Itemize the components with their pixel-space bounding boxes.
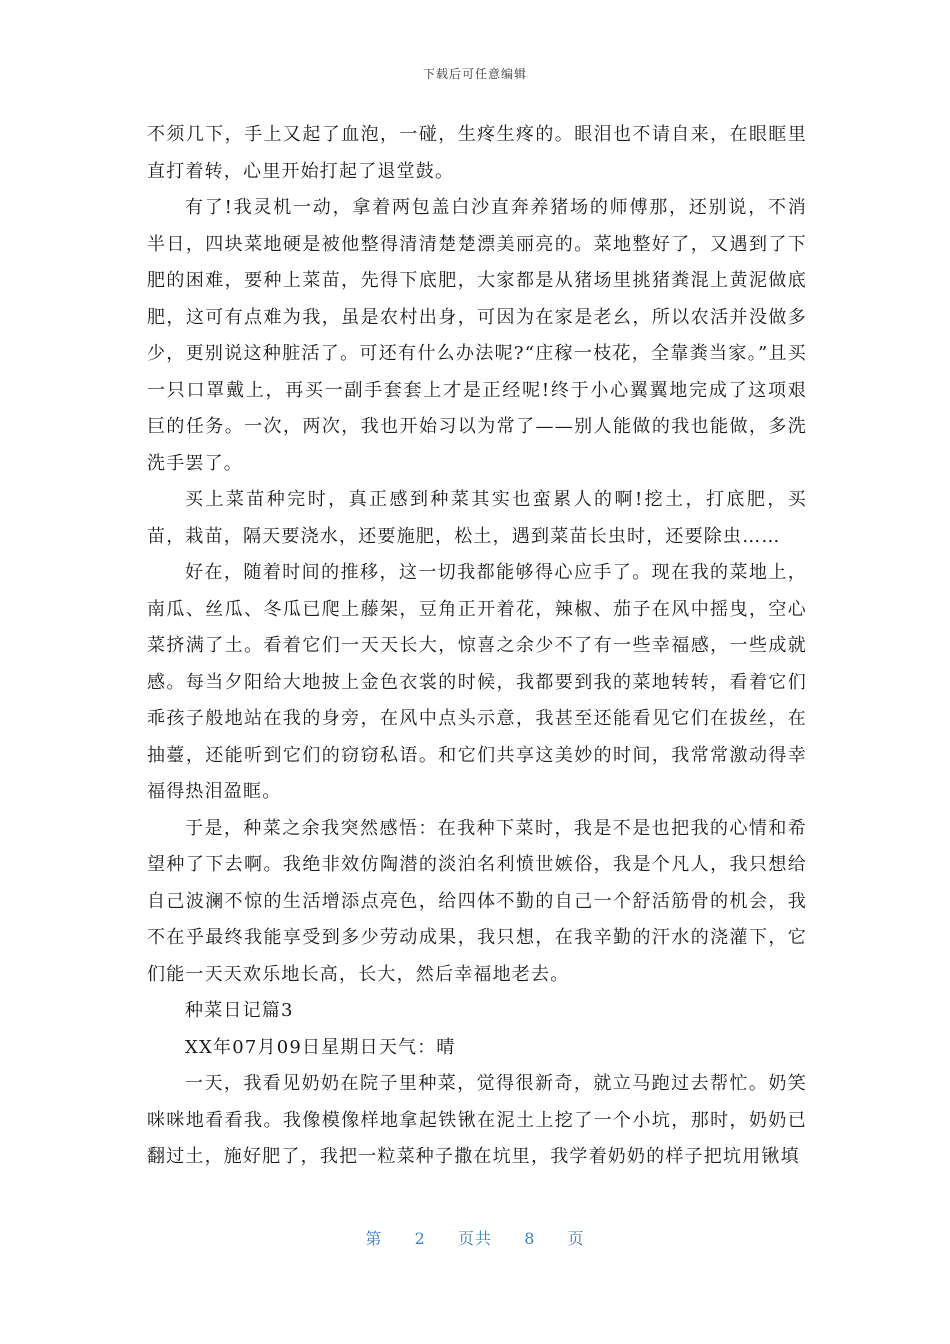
diary-date-line: XX年07月09日星期日天气：晴 (185, 1036, 456, 1058)
document-body (147, 117, 807, 1176)
paragraph-3: 买上菜苗种完时，真正感到种菜其实也蛮累人的啊!挖土，打底肥，买苗，栽苗，隔天要浇水，还要施肥，松土，遇到菜苗长虫时，还要除虫…… (147, 489, 807, 547)
paragraph-1: 不须几下，手上又起了血泡，一碰，生疼生疼的。眼泪也不请自来，在眼眶里直打着转，心里开始打起了退堂鼓。 (147, 124, 807, 182)
paragraph-4: 好在，随着时间的推移，这一切我都能够得心应手了。现在我的菜地上，南瓜、丝瓜、冬瓜已爬上藤架，豆角正开着花，辣椒、茄子在风中摇曳，空心菜挤满了土。看着它们一天天长大，惊喜之余少不了有一些幸福感，一些成就感。每当夕阳给大地披上金色衣裳的时候，我都要到我的菜地转转，看着它们乖孩子般地站在我的身旁，在风中点头示意，我甚至还能看见它们在拔丝，在抽薹，还能听到它们的窃窃私语。和它们共享这美妙的时间，我常常激动得幸福得热泪盈眶。 (147, 562, 807, 802)
paragraph-2: 有了!我灵机一动，拿着两包盖白沙直奔养猪场的师傅那，还别说，不消半日，四块菜地硬是被他整得清清楚楚漂美丽亮的。菜地整好了，又遇到了下肥的困难，要种上菜苗，先得下底肥，大家都是从猪场里挑猪粪混上黄泥做底肥，这可有点难为我，虽是农村出身，可因为在家是老幺，所以农活并没做多少，更别说这种脏活了。可还有什么办法呢?“庄稼一枝花，全靠粪当家。”且买一只口罩戴上，再买一副手套套上才是正经呢!终于小心翼翼地完成了这项艰巨的任务。一次，两次，我也开始习以为常了——别人能做的我也能做，多洗洗手罢了。 (147, 197, 807, 474)
page-footer (0, 1229, 950, 1249)
footer-of-word: 页共 (457, 1229, 492, 1248)
footer-current-page: 2 (414, 1229, 426, 1248)
section-heading: 种菜日记篇3 (185, 1000, 294, 1021)
footer-page-word: 第 (365, 1229, 383, 1248)
paragraph-5: 于是，种菜之余我突然感悟：在我种下菜时，我是不是也把我的心情和希望种了下去啊。我绝非效仿陶潜的淡泊名利愤世嫉俗，我是个凡人，我只想给自己波澜不惊的生活增添点亮色，给四体不勤的自己一个舒活筋骨的机会，我不在乎最终我能享受到多少劳动成果，我只想，在我辛勤的汗水的浇灌下，它们能一天天欢乐地长高，长大，然后幸福地老去。 (147, 817, 807, 985)
footer-total-pages: 8 (524, 1229, 536, 1248)
paragraph-6: 一天，我看见奶奶在院子里种菜，觉得很新奇，就立马跑过去帮忙。奶笑咪咪地看看我。我像模像样地拿起铁锹在泥土上挖了一个小坑，那时，奶奶已翻过土，施好肥了，我把一粒菜种子撒在坑里，我学着奶奶的样子把坑用锹填 (147, 1073, 807, 1167)
footer-page-suffix: 页 (567, 1229, 585, 1248)
page-header-note: 下载后可任意编辑 (422, 67, 527, 81)
